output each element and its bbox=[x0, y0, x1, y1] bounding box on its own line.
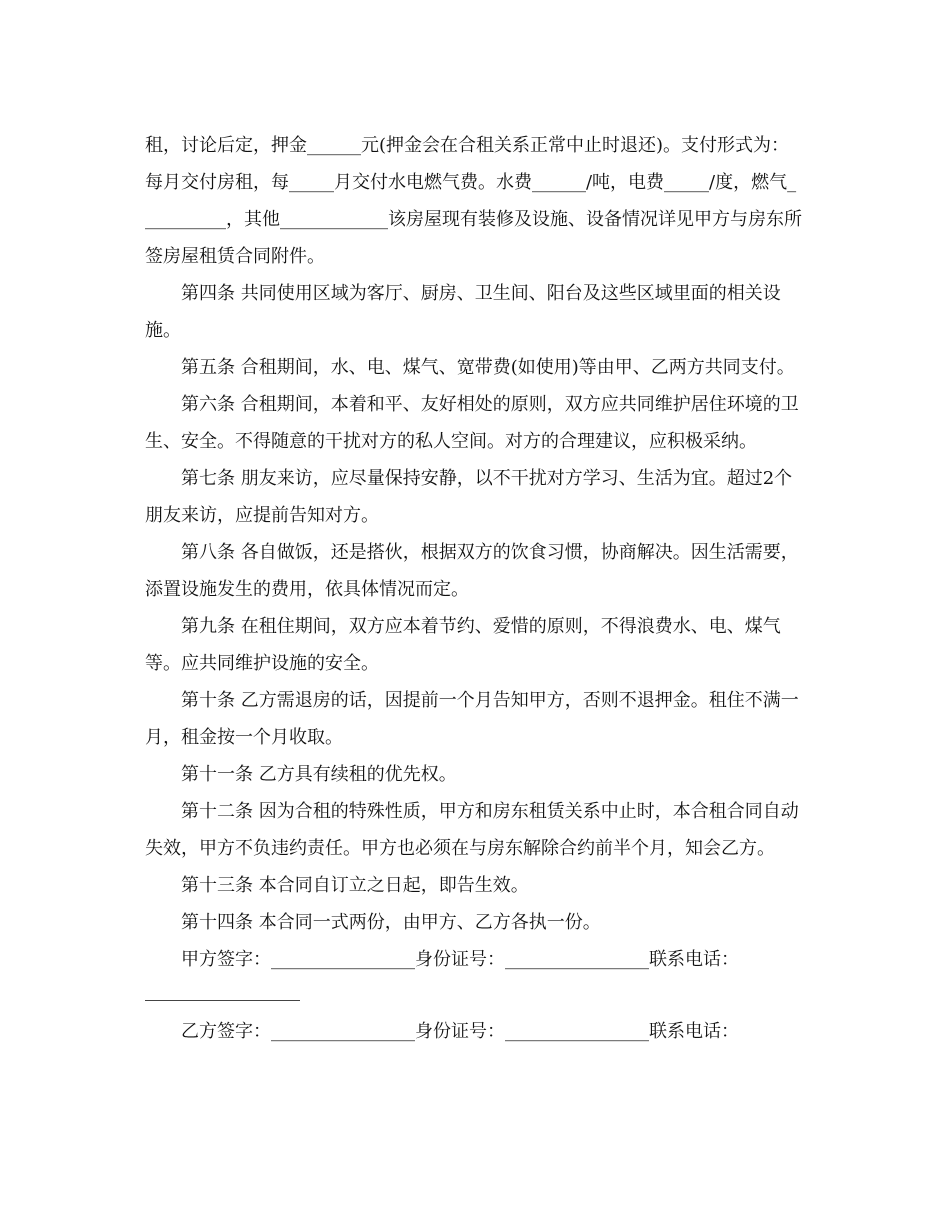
article-13: 第十三条 本合同自订立之日起，即告生效。 bbox=[181, 875, 529, 896]
article-8: 第八条 各自做饭，还是搭伙，根据双方的饮食习惯，协商解决。因生活需要，添置设施发生的费用，依具体情况而定。 bbox=[145, 542, 799, 600]
article-12: 第十二条 因为合租的特殊性质，甲方和房东租赁关系中止时，本合租合同自动失效，甲方不负违约责任。甲方也必须在与房东解除合约前半个月，知会乙方。 bbox=[145, 801, 799, 859]
document-body bbox=[145, 127, 805, 1050]
intro-paragraph: 租，讨论后定，押金______元(押金会在合租关系正常中止时退还)。支付形式为：每月交付房租，每_____月交付水电燃气费。水费______/吨，电费_____/度，燃气__________，其他____________该房屋现有装修及设施、设备情况详见甲方与房东所签房屋租赁合同附件。 bbox=[145, 135, 802, 267]
article-6: 第六条 合租期间，本着和平、友好相处的原则，双方应共同维护居住环境的卫生、安全。不得随意的干扰对方的私人空间。对方的合理建议，应积极采纳。 bbox=[145, 394, 799, 452]
party-b-signature-line: 乙方签字：________________身份证号：________________联系电话： bbox=[181, 1021, 739, 1042]
article-9: 第九条 在租住期间，双方应本着节约、爱惜的原则，不得浪费水、电、煤气等。应共同维护设施的安全。 bbox=[145, 616, 781, 674]
article-5: 第五条 合租期间，水、电、煤气、宽带费(如使用)等由甲、乙两方共同支付。 bbox=[181, 357, 795, 378]
article-11: 第十一条 乙方具有续租的优先权。 bbox=[181, 764, 457, 785]
article-14: 第十四条 本合同一式两份，由甲方、乙方各执一份。 bbox=[181, 912, 601, 933]
party-a-signature-line: 甲方签字：________________身份证号：________________联系电话： bbox=[181, 949, 739, 970]
article-10: 第十条 乙方需退房的话，因提前一个月告知甲方，否则不退押金。租住不满一月，租金按一个月收取。 bbox=[145, 690, 799, 748]
signature-spacer bbox=[145, 1001, 805, 1013]
article-4: 第四条 共同使用区域为客厅、厨房、卫生间、阳台及这些区域里面的相关设施。 bbox=[145, 283, 781, 341]
article-7: 第七条 朋友来访，应尽量保持安静，以不干扰对方学习、生活为宜。超过2个朋友来访，应提前告知对方。 bbox=[145, 468, 793, 526]
